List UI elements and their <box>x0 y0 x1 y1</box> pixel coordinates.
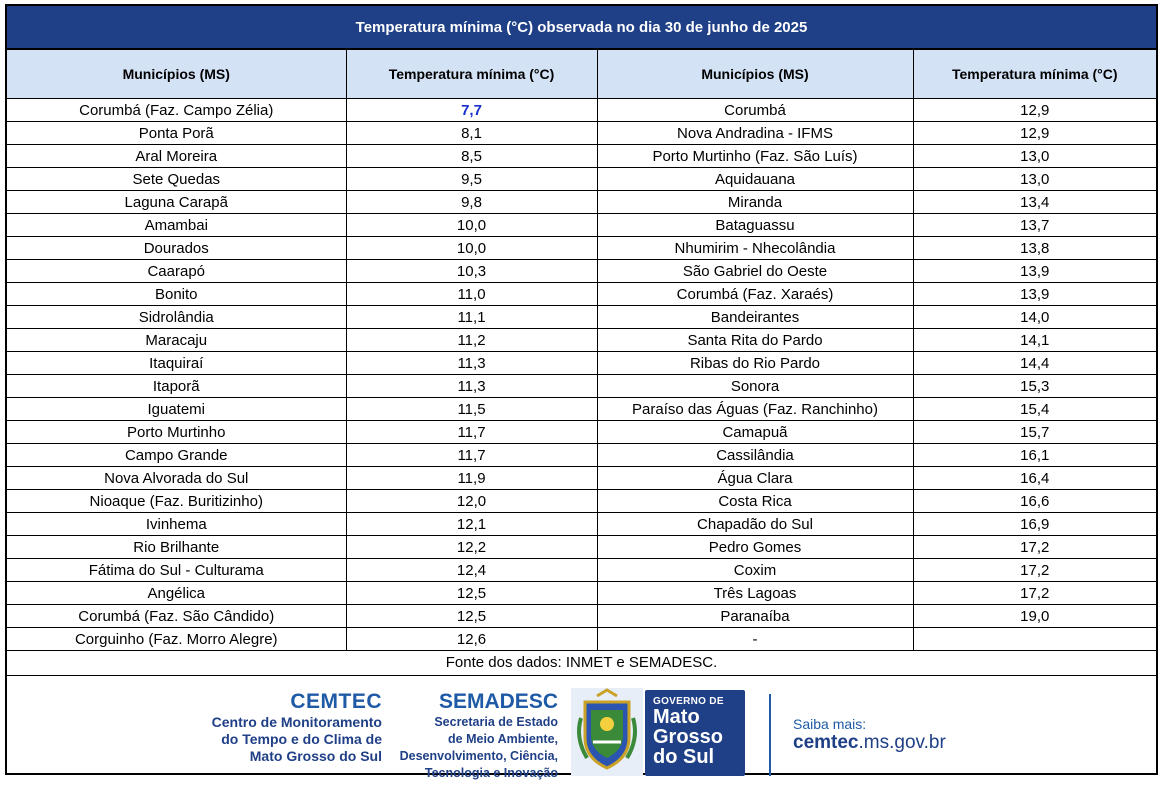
cell-temp-right: 17,2 <box>913 582 1156 605</box>
temperature-table <box>7 49 1156 651</box>
cell-municipio-right: Ribas do Rio Pardo <box>597 352 913 375</box>
cell-municipio-right: Nhumirim - Nhecolândia <box>597 237 913 260</box>
cell-temp-right: 15,3 <box>913 375 1156 398</box>
cell-municipio-left: Campo Grande <box>7 444 346 467</box>
table-row <box>7 168 1156 191</box>
cell-temp-right: 16,1 <box>913 444 1156 467</box>
cell-municipio-left: Corguinho (Faz. Morro Alegre) <box>7 628 346 651</box>
cell-temp-left: 11,0 <box>346 283 597 306</box>
cell-municipio-right: São Gabriel do Oeste <box>597 260 913 283</box>
cell-temp-right: 12,9 <box>913 99 1156 122</box>
cell-municipio-right: Costa Rica <box>597 490 913 513</box>
semadesc-line: Tecnologia e Inovação <box>424 766 558 780</box>
gov-top: GOVERNO DE <box>653 696 724 707</box>
cell-municipio-left: Ivinhema <box>7 513 346 536</box>
report-frame <box>5 4 1158 780</box>
cell-municipio-right: Sonora <box>597 375 913 398</box>
cell-municipio-right: Camapuã <box>597 421 913 444</box>
cell-temp-left: 7,7 <box>346 99 597 122</box>
footer-logos <box>7 676 1156 796</box>
report-title: Temperatura mínima (°C) observada no dia 30 de junho de 2025 <box>7 6 1156 49</box>
gov-line: do Sul <box>653 746 715 768</box>
governo-ms-logo <box>645 690 745 776</box>
cell-temp-right: 13,9 <box>913 283 1156 306</box>
cell-municipio-left: Dourados <box>7 237 346 260</box>
cell-temp-right: 16,6 <box>913 490 1156 513</box>
table-row <box>7 490 1156 513</box>
table-row <box>7 398 1156 421</box>
cell-temp-left: 11,1 <box>346 306 597 329</box>
cell-temp-right: 13,0 <box>913 168 1156 191</box>
cell-temp-right: 13,8 <box>913 237 1156 260</box>
cell-temp-left: 12,1 <box>346 513 597 536</box>
table-body <box>7 99 1156 651</box>
table-row <box>7 283 1156 306</box>
table-row <box>7 444 1156 467</box>
cell-municipio-right: Chapadão do Sul <box>597 513 913 536</box>
cell-temp-left: 12,5 <box>346 582 597 605</box>
table-row <box>7 536 1156 559</box>
header-temp-right: Temperatura mínima (°C) <box>913 50 1156 99</box>
cemtec-line: Mato Grosso do Sul <box>249 748 382 764</box>
cemtec-logo <box>212 690 382 765</box>
cell-temp-left: 11,7 <box>346 421 597 444</box>
cell-municipio-right: Três Lagoas <box>597 582 913 605</box>
cell-municipio-right: Cassilândia <box>597 444 913 467</box>
cell-temp-right <box>913 628 1156 651</box>
cell-temp-right: 13,9 <box>913 260 1156 283</box>
cell-temp-left: 12,2 <box>346 536 597 559</box>
semadesc-brand: SEMADESC <box>438 690 558 713</box>
cell-municipio-right: Santa Rita do Pardo <box>597 329 913 352</box>
cell-municipio-left: Iguatemi <box>7 398 346 421</box>
cell-municipio-left: Sidrolândia <box>7 306 346 329</box>
cell-temp-right: 14,4 <box>913 352 1156 375</box>
cell-temp-left: 11,3 <box>346 352 597 375</box>
cell-municipio-right: Pedro Gomes <box>597 536 913 559</box>
cell-temp-left: 11,7 <box>346 444 597 467</box>
semadesc-line: Secretaria de Estado <box>434 715 558 729</box>
table-row <box>7 145 1156 168</box>
data-source: Fonte dos dados: INMET e SEMADESC. <box>7 651 1156 676</box>
cell-municipio-right: - <box>597 628 913 651</box>
header-municipio-left: Municípios (MS) <box>7 50 346 99</box>
table-row <box>7 559 1156 582</box>
cell-temp-left: 12,5 <box>346 605 597 628</box>
footer-divider <box>769 694 771 776</box>
website-link[interactable] <box>793 732 946 754</box>
cell-municipio-left: Sete Quedas <box>7 168 346 191</box>
table-row <box>7 260 1156 283</box>
table-row <box>7 375 1156 398</box>
cell-municipio-right: Bataguassu <box>597 214 913 237</box>
cell-municipio-right: Paranaíba <box>597 605 913 628</box>
cell-municipio-right: Coxim <box>597 559 913 582</box>
url-bold: cemtec <box>793 732 859 753</box>
cell-temp-right: 17,2 <box>913 559 1156 582</box>
cell-municipio-right: Nova Andradina - IFMS <box>597 122 913 145</box>
saiba-mais <box>793 716 946 754</box>
cell-temp-right: 14,1 <box>913 329 1156 352</box>
cell-municipio-left: Bonito <box>7 283 346 306</box>
cell-temp-right: 16,4 <box>913 467 1156 490</box>
cemtec-line: Centro de Monitoramento <box>211 714 382 730</box>
cell-temp-left: 9,5 <box>346 168 597 191</box>
cell-municipio-right: Água Clara <box>597 467 913 490</box>
state-coat-of-arms-icon <box>571 688 643 776</box>
cell-municipio-left: Maracaju <box>7 329 346 352</box>
cell-temp-right: 13,0 <box>913 145 1156 168</box>
cell-temp-left: 10,0 <box>346 214 597 237</box>
table-header-row <box>7 50 1156 99</box>
table-row <box>7 352 1156 375</box>
cell-municipio-left: Angélica <box>7 582 346 605</box>
cell-municipio-left: Amambai <box>7 214 346 237</box>
cell-temp-left: 10,0 <box>346 237 597 260</box>
cell-temp-right: 17,2 <box>913 536 1156 559</box>
cell-temp-left: 9,8 <box>346 191 597 214</box>
table-row <box>7 122 1156 145</box>
cell-municipio-right: Porto Murtinho (Faz. São Luís) <box>597 145 913 168</box>
cell-temp-left: 12,6 <box>346 628 597 651</box>
cell-municipio-right: Corumbá (Faz. Xaraés) <box>597 283 913 306</box>
cell-temp-left: 11,5 <box>346 398 597 421</box>
table-row <box>7 306 1156 329</box>
cell-municipio-left: Corumbá (Faz. Campo Zélia) <box>7 99 346 122</box>
table-row <box>7 99 1156 122</box>
cell-temp-left: 8,1 <box>346 122 597 145</box>
cell-temp-right: 12,9 <box>913 122 1156 145</box>
cell-municipio-left: Corumbá (Faz. São Cândido) <box>7 605 346 628</box>
cell-temp-left: 11,2 <box>346 329 597 352</box>
cell-municipio-left: Nioaque (Faz. Buritizinho) <box>7 490 346 513</box>
cell-temp-right: 14,0 <box>913 306 1156 329</box>
semadesc-line: Desenvolvimento, Ciência, <box>399 749 558 763</box>
cell-municipio-left: Itaporã <box>7 375 346 398</box>
semadesc-logo <box>400 690 558 782</box>
table-row <box>7 628 1156 651</box>
table-row <box>7 582 1156 605</box>
cell-municipio-left: Caarapó <box>7 260 346 283</box>
cell-temp-left: 11,9 <box>346 467 597 490</box>
cell-temp-left: 12,0 <box>346 490 597 513</box>
cemtec-line: do Tempo e do Clima de <box>221 731 382 747</box>
cell-temp-right: 13,4 <box>913 191 1156 214</box>
table-row <box>7 421 1156 444</box>
cell-temp-left: 10,3 <box>346 260 597 283</box>
table-row <box>7 214 1156 237</box>
semadesc-line: de Meio Ambiente, <box>448 732 558 746</box>
gov-line: Mato <box>653 706 700 728</box>
gov-line: Grosso <box>653 726 724 748</box>
cell-municipio-left: Rio Brilhante <box>7 536 346 559</box>
cell-municipio-right: Miranda <box>597 191 913 214</box>
table-row <box>7 513 1156 536</box>
header-municipio-right: Municípios (MS) <box>597 50 913 99</box>
cell-temp-right: 15,4 <box>913 398 1156 421</box>
cell-temp-right: 16,9 <box>913 513 1156 536</box>
cell-municipio-left: Porto Murtinho <box>7 421 346 444</box>
url-rest: .ms.gov.br <box>858 732 946 753</box>
cell-temp-left: 8,5 <box>346 145 597 168</box>
cell-municipio-left: Nova Alvorada do Sul <box>7 467 346 490</box>
cell-municipio-left: Itaquiraí <box>7 352 346 375</box>
saiba-label: Saiba mais: <box>793 716 867 732</box>
cell-municipio-right: Bandeirantes <box>597 306 913 329</box>
cell-temp-right: 15,7 <box>913 421 1156 444</box>
table-row <box>7 467 1156 490</box>
table-row <box>7 605 1156 628</box>
cell-temp-left: 11,3 <box>346 375 597 398</box>
cell-municipio-right: Aquidauana <box>597 168 913 191</box>
cell-municipio-left: Ponta Porã <box>7 122 346 145</box>
cell-municipio-left: Laguna Carapã <box>7 191 346 214</box>
cell-municipio-right: Paraíso das Águas (Faz. Ranchinho) <box>597 398 913 421</box>
header-temp-left: Temperatura mínima (°C) <box>346 50 597 99</box>
cell-municipio-left: Aral Moreira <box>7 145 346 168</box>
table-row <box>7 237 1156 260</box>
cell-temp-right: 13,7 <box>913 214 1156 237</box>
cemtec-brand: CEMTEC <box>290 690 382 713</box>
table-row <box>7 329 1156 352</box>
cell-temp-right: 19,0 <box>913 605 1156 628</box>
table-row <box>7 191 1156 214</box>
cell-municipio-right: Corumbá <box>597 99 913 122</box>
cell-temp-left: 12,4 <box>346 559 597 582</box>
cell-municipio-left: Fátima do Sul - Culturama <box>7 559 346 582</box>
